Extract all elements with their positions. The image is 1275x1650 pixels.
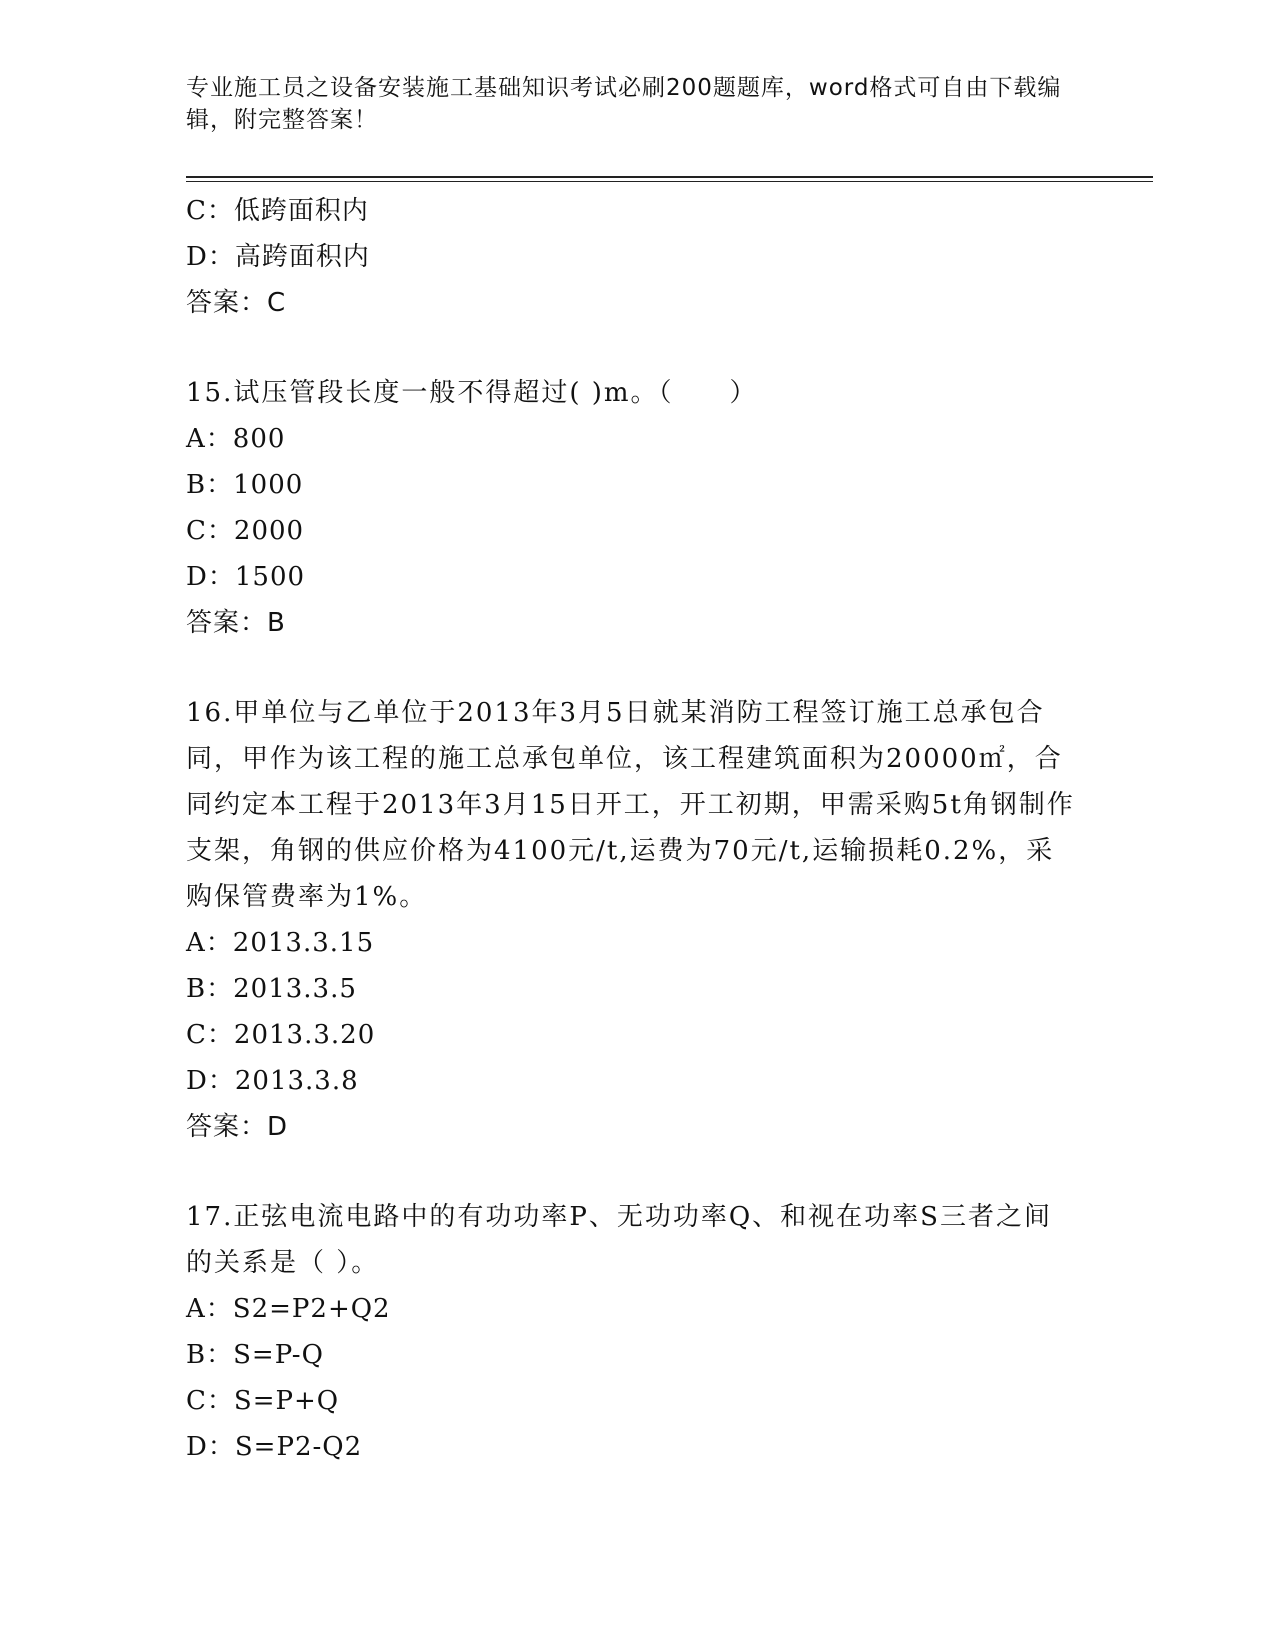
option-a: A：S2=P2+Q2 [186, 1294, 391, 1324]
answer-line: 答案：D [186, 1112, 289, 1142]
option-c: C：2013.3.20 [186, 1020, 376, 1050]
answer-line: 答案：B [186, 608, 286, 638]
option-b: B：S=P-Q [186, 1340, 324, 1370]
question-text: 17.正弦电流电路中的有功功率P、无功功率Q、和视在功率S三者之间的关系是（ ）。 [186, 1202, 1052, 1278]
document-header [186, 72, 1066, 136]
question-text: 16.甲单位与乙单位于2013年3月5日就某消防工程签订施工总承包合同，甲作为该工程的施工总承包单位，该工程建筑面积为20000㎡，合同约定本工程于2013年3月15日开工，开工初期，甲需采购5t角钢制作支架，角钢的供应价格为4100元/t,运费为70元/t,运输损耗0.2%，采购保管费率为1%。 [186, 698, 1075, 912]
option-a: A：2013.3.15 [186, 928, 375, 958]
option-b: B：2013.3.5 [186, 974, 357, 1004]
document-body [186, 188, 1076, 1470]
option-c: C：低跨面积内 [186, 196, 369, 226]
option-c: C：S=P+Q [186, 1386, 340, 1416]
option-d: D：2013.3.8 [186, 1066, 359, 1096]
header-title: 专业施工员之设备安装施工基础知识考试必刷200题题库，word格式可自由下载编辑，附完整答案！ [186, 75, 1062, 133]
question-17 [186, 1194, 1076, 1470]
option-d: D：1500 [186, 562, 306, 592]
header-rule-thick [186, 176, 1153, 178]
option-a: A：800 [186, 424, 286, 454]
spacer [186, 1150, 1076, 1194]
header-rule-thin [186, 181, 1153, 182]
question-text: 15.试压管段长度一般不得超过( )m。（ ） [186, 378, 758, 408]
answer-line: 答案：C [186, 288, 287, 318]
question-16 [186, 690, 1076, 1150]
option-c: C：2000 [186, 516, 305, 546]
option-d: D：高跨面积内 [186, 242, 370, 272]
question-15 [186, 370, 1076, 646]
option-b: B：1000 [186, 470, 304, 500]
spacer [186, 326, 1076, 370]
question-fragment [186, 188, 1076, 326]
spacer [186, 646, 1076, 690]
option-d: D：S=P2-Q2 [186, 1432, 363, 1462]
